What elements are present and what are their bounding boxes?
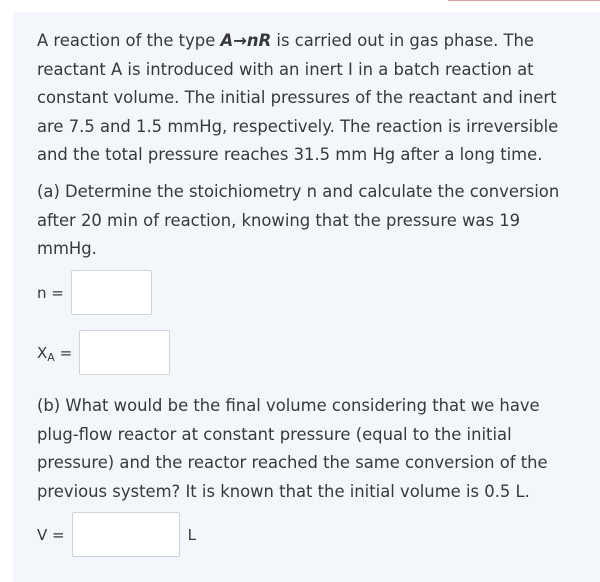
xa-subscript: A (47, 350, 55, 364)
xa-symbol: X (37, 343, 48, 362)
top-border-accent (448, 0, 600, 1)
v-answer-row (37, 512, 196, 557)
intro-text-start: A reaction of the type (37, 31, 221, 50)
xa-equals: = (59, 343, 73, 362)
n-answer-row (37, 270, 152, 315)
v-unit-label: L (187, 525, 196, 544)
problem-statement (37, 27, 567, 170)
xa-label (37, 344, 72, 362)
question-panel (13, 12, 600, 582)
n-label: n = (37, 283, 64, 302)
part-b-question: (b) What would be the final volume considering that we have plug-flow reactor at constant pressure (equal to the initial pressure) and the reactor reached the same conversion of the previous system? It is known that the initial volume is 0.5 L. (37, 396, 548, 501)
question-content (37, 27, 567, 264)
xa-input[interactable] (79, 330, 170, 375)
v-input[interactable] (72, 512, 180, 557)
n-input[interactable] (71, 270, 152, 315)
v-label: V = (37, 525, 65, 544)
intro-text-end: is carried out in gas phase. The reactant A is introduced with an inert I in a batch reaction at constant volume. The initial pressures of the reactant and inert are 7.5 and 1.5 mmHg, respectively. The reaction is irreversible and the total pressure reaches 31.5 mm Hg after a long time. (37, 31, 559, 165)
part-a-question: (a) Determine the stoichiometry n and calculate the conversion after 20 min of reaction, knowing that the pressure was 19 mmHg. (37, 181, 560, 259)
xa-answer-row (37, 330, 170, 375)
part-b-container (37, 392, 567, 506)
reaction-formula: A→nR (220, 31, 272, 50)
